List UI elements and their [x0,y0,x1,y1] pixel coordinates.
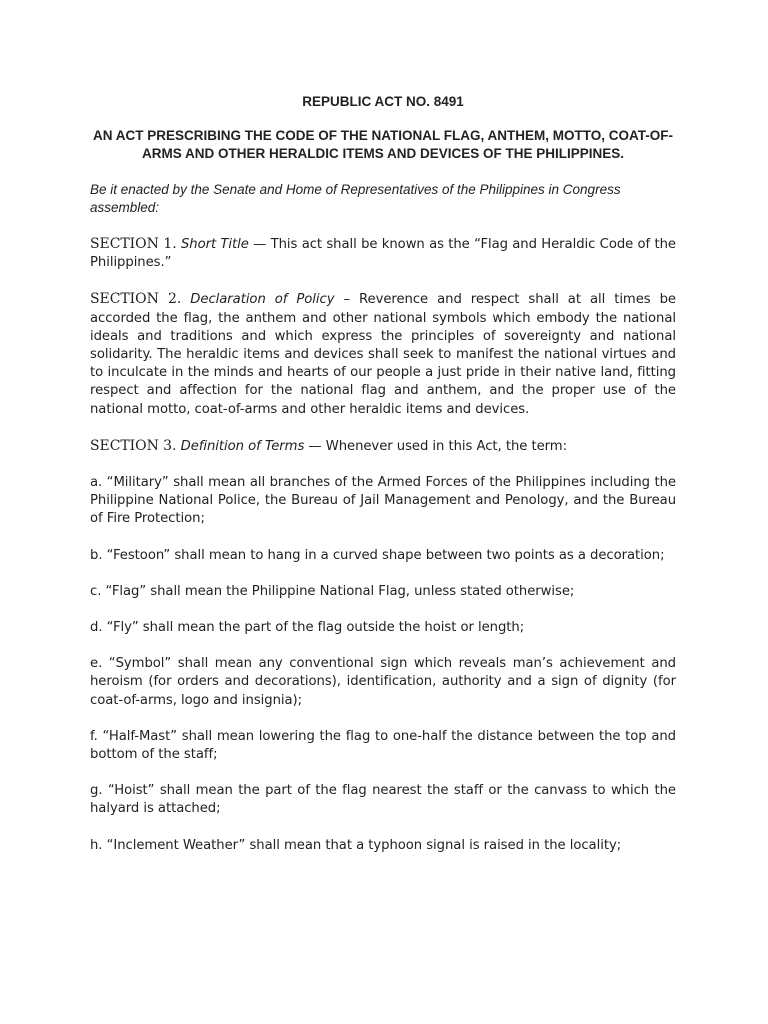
definition-item: d. “Fly” shall mean the part of the flag outside the hoist or length; [90,620,525,636]
document-title: REPUBLIC ACT NO. 8491 [302,94,464,109]
document-page [90,93,676,873]
section-3 [90,437,676,456]
definition-item: c. “Flag” shall mean the Philippine National Flag, unless stated otherwise; [90,583,575,599]
definition-item: g. “Hoist” shall mean the part of the flag nearest the staff or the canvass to which the halyard is attached; [90,783,676,817]
section-2 [90,290,676,418]
definition-item: h. “Inclement Weather” shall mean that a typhoon signal is raised in the locality; [90,837,622,853]
definition-item: f. “Half-Mast” shall mean lowering the flag to one-half the distance between the top and bottom of the staff; [90,728,676,763]
section-label: SECTION 2. [90,291,182,308]
section-body: – Reverence and respect shall at all times be accorded the flag, the anthem and other national symbols which embody the national ideals and traditions and which express the principles of sovereignty and national solidarity. The heraldic items and devices shall seek to manifest the national virtues and to inculcate in the minds and hearts of our people a just pride in their native land, fitting respect and affection for the national flag and anthem, and the proper use of the national motto, coat-of-arms and other heraldic items and devices. [90,292,676,417]
enacting-clause: Be it enacted by the Senate and Home of Representatives of the Philippines in Congress assembled: [90,182,621,215]
section-label: SECTION 1. [90,236,177,252]
definition-item: a. “Military” shall mean all branches of the Armed Forces of the Philippines including the Philippine National Police, the Bureau of Jail Management and Penology, and the Bureau of Fire Protection; [90,475,676,527]
definition-item: b. “Festoon” shall mean to hang in a curved shape between two points as a decoration; [90,547,665,563]
section-heading: Declaration of Policy [190,292,335,308]
section-heading: Short Title [180,237,249,252]
section-1 [90,235,676,272]
document-subtitle: AN ACT PRESCRIBING THE CODE OF THE NATIONAL FLAG, ANTHEM, MOTTO, COAT-OF-ARMS AND OTHER HERALDIC ITEMS AND DEVICES OF THE PHILIPPINES. [93,128,673,161]
section-label: SECTION 3. [90,437,177,454]
definition-item: e. “Symbol” shall mean any conventional sign which reveals man’s achievement and heroism (for orders and decorations), identification, authority and a sign of dignity (for coat-of-arms, logo and insignia); [90,656,676,708]
section-heading: Definition of Terms [180,438,305,454]
section-body: — This act shall be known as the “Flag and Heraldic Code of the Philippines.” [90,237,676,271]
section-body: — Whenever used in this Act, the term: [304,438,567,454]
